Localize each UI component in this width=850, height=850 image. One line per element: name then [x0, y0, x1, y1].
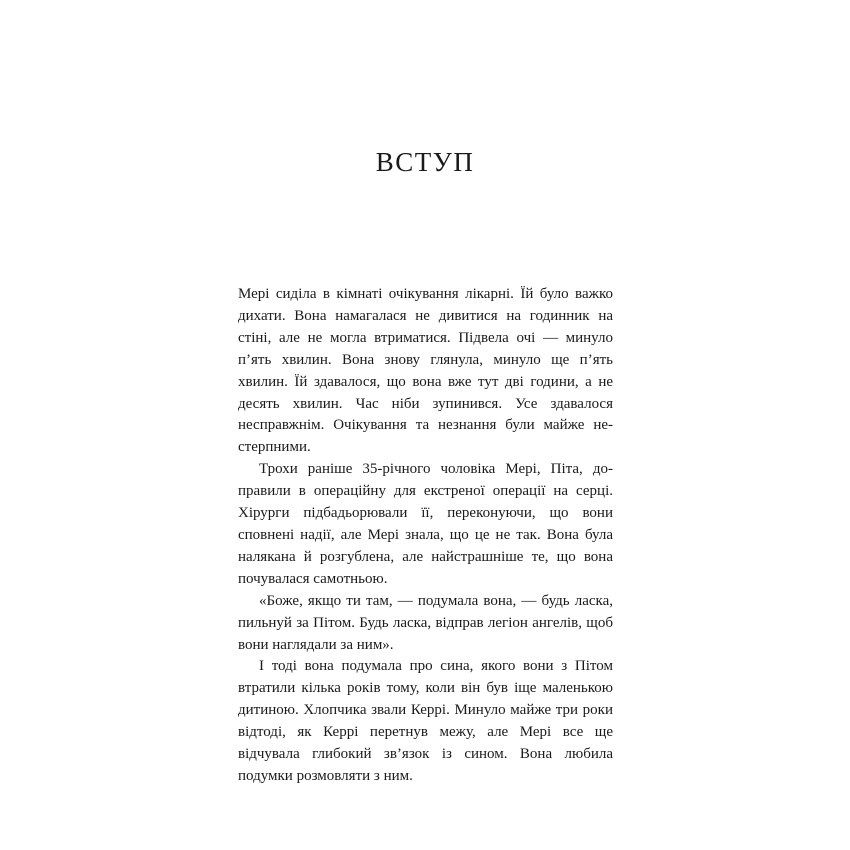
paragraph-4: І тоді вона подумала про сина, якого вони з Пітом втратили кілька років тому, коли він був іще маленькою дитиною. Хлопчика звали Керрі. Минуло майже три роки відтоді, як Керрі перетнув межу, але Мері все ще відчувала глибокий зв’язок із сином. Вона любила подумки розмовляти з ним. — [238, 658, 613, 784]
paragraph-1: Мері сиділа в кімнаті очікування лікарні. Їй було важко дихати. Вона намагалася не дивитися на годинник на стіні, але не могла втриматися. Підвела очі — минуло п’ять хвилин. Вона знову глянула, минуло ще п’ять хвилин. Їй здавалося, що вона вже тут дві години, а не десять хвилин. Час ніби зупинився. Усе здавалося несправжнім. Очікування та незнання були майже нестерпними. — [238, 286, 613, 456]
paragraph-2: Трохи раніше 35-річного чоловіка Мері, Піта, доправили в операційну для екстреної операції на серці. Хірурги підбадьорювали її, переконуючи, що вони сповнені надії, але Мері знала, що це не так. Вона була налякана й розгублена, але найстрашніше те, що вона почувалася самотньою. — [238, 461, 613, 587]
chapter-title: ВСТУП — [375, 147, 475, 177]
paragraph-3: «Боже, якщо ти там, — подумала вона, — будь ласка, пильнуй за Пітом. Будь ласка, відправ легіон ангелів, щоб вони наглядали за ним». — [238, 592, 613, 653]
body-text — [238, 284, 613, 788]
